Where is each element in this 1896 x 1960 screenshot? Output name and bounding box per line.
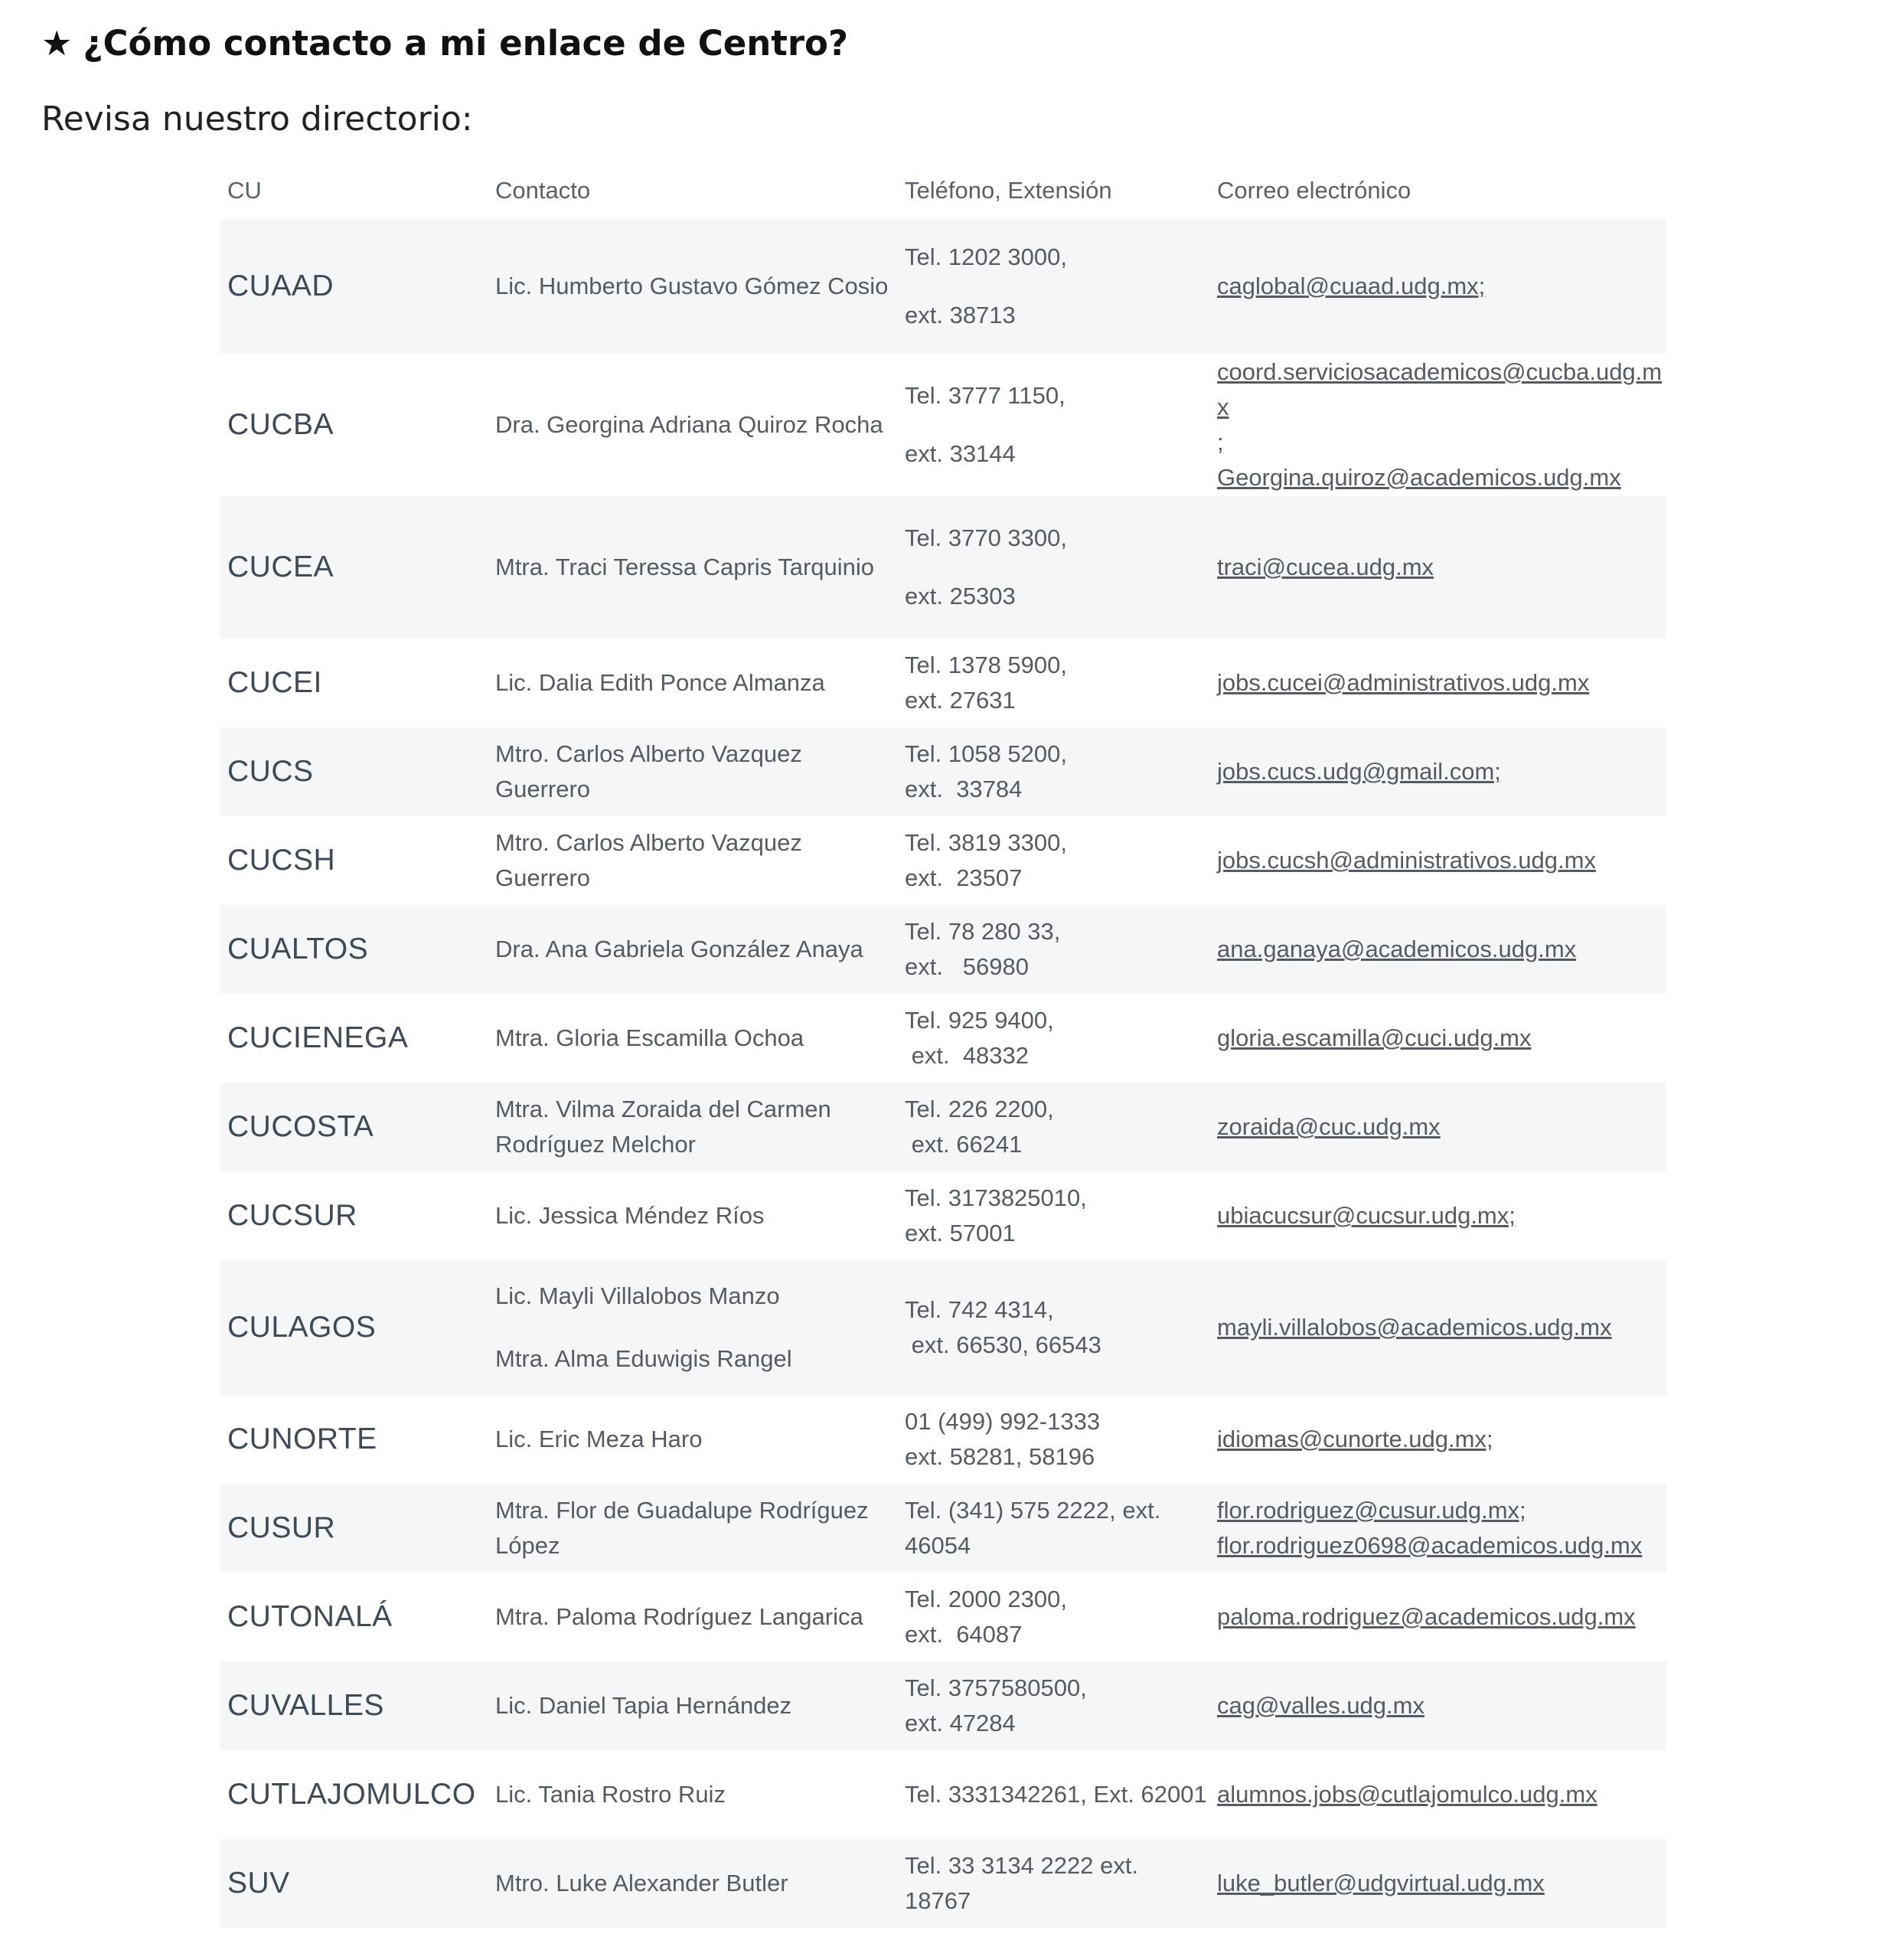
contact-cell	[488, 1171, 897, 1260]
phone-line: Tel. 3757580500,	[905, 1674, 1087, 1701]
intro-text: Revisa nuestro directorio:	[41, 100, 473, 139]
phone-cell	[897, 816, 1209, 905]
table-row	[220, 816, 1666, 905]
email-cell	[1209, 1484, 1666, 1573]
phone-line: ext. 57001	[905, 1220, 1016, 1246]
phone-cell	[897, 1839, 1209, 1928]
phone-line: ext. 25303	[905, 583, 1016, 609]
contact-name: Dra. Georgina Adriana Quiroz Rocha	[495, 411, 883, 438]
cu-cell: SUV	[220, 1839, 488, 1928]
phone-line: Tel. 925 9400,	[905, 1007, 1054, 1034]
email-link[interactable]: flor.rodriguez0698@academicos.udg.mx	[1217, 1532, 1643, 1559]
heading-text: ¿Cómo contacto a mi enlace de Centro?	[83, 23, 849, 64]
phone-line: ext. 56980	[905, 953, 1030, 980]
header-phone: Teléfono, Extensión	[905, 177, 1112, 204]
contact-name: Mtra. Vilma Zoraida del Carmen Rodríguez Melchor	[495, 1096, 831, 1158]
email-cell	[1209, 1171, 1666, 1260]
email-link[interactable]: jobs.cucsh@administrativos.udg.mx	[1217, 847, 1596, 874]
table-body	[220, 219, 1666, 1928]
email-cell	[1209, 1661, 1666, 1750]
email-link[interactable]: luke_butler@udgvirtual.udg.mx	[1217, 1870, 1545, 1896]
phone-cell	[897, 1260, 1209, 1395]
contact-name: Mtra. Alma Eduwigis Rangel	[495, 1345, 792, 1372]
phone-line: ext. 47284	[905, 1710, 1016, 1736]
phone-cell	[897, 727, 1209, 816]
phone-line: Tel. (341) 575 2222, ext. 46054	[905, 1497, 1167, 1559]
phone-line: Tel. 226 2200,	[905, 1096, 1054, 1122]
header-contact: Contacto	[495, 177, 591, 204]
cu-cell: CULAGOS	[220, 1260, 488, 1395]
table-header-row	[220, 162, 1666, 219]
cu-cell: CUCEA	[220, 496, 488, 639]
table-row	[220, 905, 1666, 994]
phone-line: ext. 64087	[905, 1621, 1023, 1648]
phone-line: ext. 58281, 58196	[905, 1443, 1095, 1470]
header-email: Correo electrónico	[1217, 177, 1411, 204]
phone-cell	[897, 219, 1209, 354]
email-cell	[1209, 1260, 1666, 1395]
phone-line: Tel. 1378 5900,	[905, 652, 1068, 678]
table-row	[220, 1395, 1666, 1484]
contact-name: Lic. Humberto Gustavo Gómez Cosio	[495, 273, 889, 299]
contact-name: Mtra. Traci Teressa Capris Tarquinio	[495, 554, 875, 580]
phone-line: ext. 33144	[905, 440, 1016, 467]
email-link[interactable]: idiomas@cunorte.udg.mx;	[1217, 1426, 1493, 1452]
cu-cell: CUNORTE	[220, 1395, 488, 1484]
phone-line: Tel. 1202 3000,	[905, 243, 1068, 270]
phone-cell	[897, 496, 1209, 639]
phone-line: ext. 66530, 66543	[905, 1331, 1101, 1358]
email-link[interactable]: coord.serviciosacademicos@cucba.udg.mx	[1217, 358, 1663, 420]
cu-cell: CUCIENEGA	[220, 994, 488, 1083]
email-cell	[1209, 1839, 1666, 1928]
table-row	[220, 639, 1666, 727]
email-cell	[1209, 496, 1666, 639]
cu-cell: CUTONALÁ	[220, 1573, 488, 1661]
email-link[interactable]: jobs.cucs.udg@gmail.com;	[1217, 758, 1501, 785]
table-row	[220, 1839, 1666, 1928]
phone-line: Tel. 33 3134 2222 ext. 18767	[905, 1852, 1145, 1914]
email-cell	[1209, 1573, 1666, 1661]
contact-name: Dra. Ana Gabriela González Anaya	[495, 936, 863, 962]
contact-name: Lic. Jessica Méndez Ríos	[495, 1202, 765, 1229]
table-row	[220, 1661, 1666, 1750]
cu-cell: CUCOSTA	[220, 1083, 488, 1171]
star-icon: ★	[41, 23, 73, 64]
phone-line: Tel. 3173825010,	[905, 1184, 1087, 1211]
table-row	[220, 1083, 1666, 1171]
cu-cell: CUCBA	[220, 354, 488, 496]
phone-line: Tel. 3331342261, Ext. 62001	[905, 1781, 1207, 1808]
phone-line: ext. 48332	[905, 1042, 1030, 1069]
table-row	[220, 354, 1666, 496]
email-link[interactable]: gloria.escamilla@cuci.udg.mx	[1217, 1024, 1532, 1051]
cu-cell: CUALTOS	[220, 905, 488, 994]
email-link[interactable]: Georgina.quiroz@academicos.udg.mx	[1217, 464, 1621, 491]
table-row	[220, 1573, 1666, 1661]
table-row	[220, 1171, 1666, 1260]
contact-name: Mtra. Paloma Rodríguez Langarica	[495, 1603, 863, 1630]
table-row	[220, 1484, 1666, 1573]
phone-line: Tel. 742 4314,	[905, 1296, 1054, 1323]
email-link[interactable]: cag@valles.udg.mx	[1217, 1692, 1424, 1719]
email-cell	[1209, 816, 1666, 905]
phone-line: ext. 33784	[905, 776, 1023, 802]
contact-cell	[488, 1395, 897, 1484]
contact-cell	[488, 639, 897, 727]
email-link[interactable]: jobs.cucei@administrativos.udg.mx	[1217, 669, 1590, 696]
contact-cell	[488, 1484, 897, 1573]
contact-cell	[488, 1750, 897, 1839]
phone-line: ext. 38713	[905, 302, 1016, 328]
email-link[interactable]: ana.ganaya@academicos.udg.mx	[1217, 936, 1577, 962]
phone-cell	[897, 1395, 1209, 1484]
contact-name: Lic. Tania Rostro Ruiz	[495, 1781, 726, 1808]
phone-cell	[897, 905, 1209, 994]
table-row	[220, 496, 1666, 639]
phone-cell	[897, 1573, 1209, 1661]
contact-name: Mtro. Luke Alexander Butler	[495, 1870, 788, 1896]
section-heading	[41, 23, 848, 64]
phone-line: ext. 23507	[905, 864, 1023, 891]
email-link[interactable]: caglobal@cuaad.udg.mx;	[1217, 273, 1486, 299]
table-row	[220, 1260, 1666, 1395]
phone-cell	[897, 639, 1209, 727]
email-cell	[1209, 905, 1666, 994]
email-cell	[1209, 219, 1666, 354]
table-row	[220, 1750, 1666, 1839]
email-link[interactable]: alumnos.jobs@cutlajomulco.udg.mx	[1217, 1781, 1597, 1808]
phone-line: Tel. 1058 5200,	[905, 740, 1068, 767]
header-cu: CU	[227, 177, 262, 204]
contact-cell	[488, 1839, 897, 1928]
cu-cell: CUSUR	[220, 1484, 488, 1573]
phone-line: ext. 27631	[905, 687, 1016, 714]
contact-cell	[488, 1260, 897, 1395]
phone-cell	[897, 1750, 1209, 1839]
cu-cell: CUCSH	[220, 816, 488, 905]
contact-name: Mtra. Flor de Guadalupe Rodríguez López	[495, 1497, 869, 1559]
email-cell	[1209, 1083, 1666, 1171]
phone-cell	[897, 1484, 1209, 1573]
email-cell	[1209, 639, 1666, 727]
cu-cell: CUCSUR	[220, 1171, 488, 1260]
email-cell	[1209, 1395, 1666, 1484]
contact-name: Mtro. Carlos Alberto Vazquez Guerrero	[495, 740, 802, 802]
contact-name: Mtro. Carlos Alberto Vazquez Guerrero	[495, 829, 802, 891]
contact-name: Lic. Dalia Edith Ponce Almanza	[495, 669, 825, 696]
contact-cell	[488, 994, 897, 1083]
contact-cell	[488, 1573, 897, 1661]
email-link[interactable]: paloma.rodriguez@academicos.udg.mx	[1217, 1603, 1636, 1630]
phone-line: ext. 66241	[905, 1131, 1023, 1158]
contact-cell	[488, 496, 897, 639]
phone-line: Tel. 3819 3300,	[905, 829, 1068, 856]
contact-cell	[488, 1661, 897, 1750]
cu-cell: CUAAD	[220, 219, 488, 354]
contact-cell	[488, 816, 897, 905]
cu-cell: CUCEI	[220, 639, 488, 727]
email-cell	[1209, 1750, 1666, 1839]
email-cell	[1209, 354, 1666, 496]
phone-line: Tel. 3770 3300,	[905, 524, 1068, 551]
contact-cell	[488, 1083, 897, 1171]
email-link[interactable]: ;	[1217, 429, 1224, 456]
cu-cell: CUCS	[220, 727, 488, 816]
email-link[interactable]: traci@cucea.udg.mx	[1217, 554, 1434, 580]
contact-name: Lic. Mayli Villalobos Manzo	[495, 1282, 780, 1309]
email-cell	[1209, 994, 1666, 1083]
phone-cell	[897, 1661, 1209, 1750]
contact-cell	[488, 727, 897, 816]
email-cell	[1209, 727, 1666, 816]
cu-cell: CUVALLES	[220, 1661, 488, 1750]
contact-cell	[488, 905, 897, 994]
phone-cell	[897, 994, 1209, 1083]
contact-name: Lic. Eric Meza Haro	[495, 1426, 703, 1452]
phone-line: Tel. 3777 1150,	[905, 382, 1065, 409]
phone-cell	[897, 354, 1209, 496]
table-row	[220, 219, 1666, 354]
phone-cell	[897, 1083, 1209, 1171]
email-link[interactable]: ubiacucsur@cucsur.udg.mx;	[1217, 1202, 1516, 1229]
email-link[interactable]: mayli.villalobos@academicos.udg.mx	[1217, 1314, 1612, 1341]
contact-name: Lic. Daniel Tapia Hernández	[495, 1692, 792, 1719]
contact-name: Mtra. Gloria Escamilla Ochoa	[495, 1024, 804, 1051]
email-link[interactable]: zoraida@cuc.udg.mx	[1217, 1113, 1441, 1140]
cu-cell: CUTLAJOMULCO	[220, 1750, 488, 1839]
email-link[interactable]: flor.rodriguez@cusur.udg.mx;	[1217, 1497, 1526, 1524]
phone-cell	[897, 1171, 1209, 1260]
directory-table	[220, 162, 1666, 1928]
contact-cell	[488, 219, 897, 354]
table-row	[220, 727, 1666, 816]
phone-line: 01 (499) 992-1333	[905, 1408, 1101, 1435]
phone-line: Tel. 78 280 33,	[905, 918, 1061, 945]
phone-line: Tel. 2000 2300,	[905, 1586, 1068, 1612]
table-row	[220, 994, 1666, 1083]
contact-cell	[488, 354, 897, 496]
